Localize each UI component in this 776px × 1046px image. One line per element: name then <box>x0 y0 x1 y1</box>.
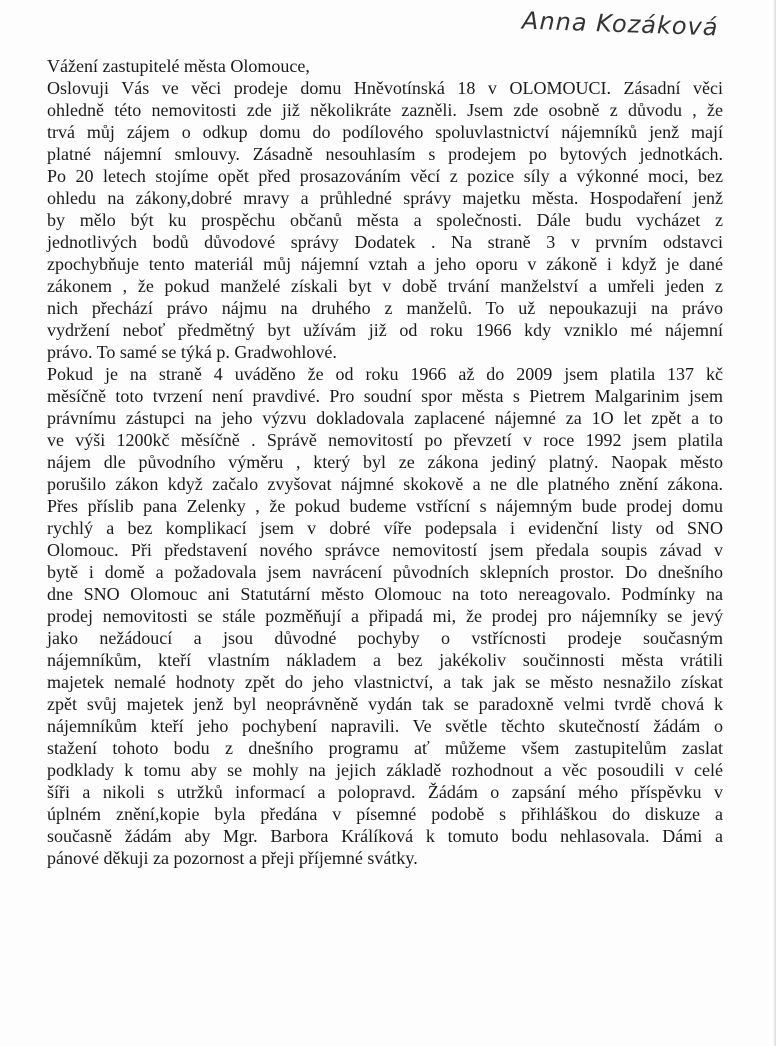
letter-line: zpět svůj majetek jenž byl neoprávněně vydán tak se paradoxně velmi tvrdě chová k <box>47 694 723 714</box>
letter-line: úplném znění,kopie byla předána v písemné podobě s přihláškou do diskuze a <box>47 804 723 824</box>
letter-line: platné nájemní smlouvy. Zásadně nesouhlasím s prodejem po bytových jednotkách. <box>47 144 723 164</box>
letter-line: prodej nemovitosti se stále pozměňují a připadá mi, že prodej pro nájemníky se jevý <box>47 606 723 626</box>
letter-line: jako nežádoucí a jsou důvodné pochyby o vstřícnosti prodeje současným <box>47 628 723 648</box>
letter-line: zpochybňuje tento materiál můj nájemní vztah a jeho oporu v zákoně i když je dané <box>47 254 723 274</box>
letter-line: trvá můj zájem o odkup domu do podílového spoluvlastnictví nájemníků jenž mají <box>47 122 723 142</box>
letter-line: Olomouc. Při představení nového správce nemovitostí jsem předala soupis závad v <box>47 540 723 560</box>
letter-line: Přes příslib pana Zelenky , že pokud budeme vstřícní s nájemným bude prodej domu <box>47 496 723 516</box>
letter-line: právnímu zástupci na jeho výzvu dokladovala zaplacené nájemné za 1O let zpět a to <box>47 408 723 428</box>
letter-line: jednotlivých bodů důvodové správy Dodatek . Na straně 3 v prvním odstavci <box>47 232 723 252</box>
letter-line: nájemníkům, kteří vlastním nákladem a bez jakékoliv součinnosti města vrátili <box>47 650 723 670</box>
letter-line: ve výši 1200kč měsíčně . Správě nemovitostí po převzetí v roce 1992 jsem platila <box>47 430 723 450</box>
letter-line: majetek nemalé hodnoty zpět do jeho vlastnictví, a tak jak se město nesnažilo získat <box>47 672 723 692</box>
letter-line: pánové děkuji za pozornost a přeji příjemné svátky. <box>47 848 418 868</box>
handwritten-signature: Anna Kozáková <box>521 6 719 42</box>
letter-line: stažení tohoto bodu z dnešního programu ať můžeme všem zastupitelům zaslat <box>47 738 723 758</box>
letter-line: ohledu na zákony,dobré mravy a průhledné správy majetku města. Hospodaření jenž <box>47 188 723 208</box>
letter-line: porušilo zákon když začalo zvyšovat nájmné skokově a ne dle platného znění zákona. <box>47 474 723 494</box>
letter-line: bytě i domě a požadovala jsem navrácení původních sklepních prostor. Do dnešního <box>47 562 723 582</box>
letter-line: měsíčně toto tvrzení není pravdivé. Pro soudní spor města s Pietrem Malgarinim jsem <box>47 386 723 406</box>
letter-line: právo. To samé se týká p. Gradwohlové. <box>47 342 337 362</box>
letter-line: by mělo být ku prospěchu občanů města a společnosti. Dále budu vycházet z <box>47 210 723 230</box>
letter-line: ohledně této nemovitosti zde již několikráte zazněli. Jsem zde osobně z důvodu , že <box>47 100 723 120</box>
letter-text <box>47 77 723 869</box>
letter-line: zákonem , že pokud manželé získali byt v době trvání manželství a umřeli jeden z <box>47 276 723 296</box>
letter-line: Oslovuji Vás ve věci prodeje domu Hněvotínská 18 v OLOMOUCI. Zásadní věci <box>47 78 723 98</box>
letter-salutation: Vážení zastupitelé města Olomouce, <box>47 56 310 76</box>
letter-line: podklady k tomu aby se mohly na jejich základě rozhodnout a věc posoudili v celé <box>47 760 723 780</box>
letter-body <box>47 55 723 869</box>
letter-line: vydržení neboť předmětný byt užívám již od roku 1966 kdy vzniklo mé nájemní <box>47 320 723 340</box>
letter-line: šíři a nikoli s utržků informací a polopravd. Žádám o zapsání mého příspěvku v <box>47 782 723 802</box>
letter-line: nájem dle původního výměru , který byl ze zákona jediný platný. Naopak město <box>47 452 723 472</box>
letter-line: Pokud je na straně 4 uváděno že od roku 1966 až do 2009 jsem platila 137 kč <box>47 364 723 384</box>
letter-line: současně žádám aby Mgr. Barbora Králíková k tomuto bodu nehlasovala. Dámi a <box>47 826 723 846</box>
letter-line: dne SNO Olomouc ani Statutární město Olomouc na toto nereagovalo. Podmínky na <box>47 584 723 604</box>
letter-line: rychlý a bez komplikací jsem v dobré víře podepsala i evidenční listy od SNO <box>47 518 723 538</box>
letter-line: nájemníkům kteří jeho pochybení napravili. Ve světle těchto skutečností žádám o <box>47 716 723 736</box>
letter-line: Po 20 letech stojíme opět před prosazováním věcí z pozice síly a výkonné moci, bez <box>47 166 723 186</box>
letter-line: nich přechází právo nájmu na druhého z manželů. To už nepoukazuji na právo <box>47 298 723 318</box>
